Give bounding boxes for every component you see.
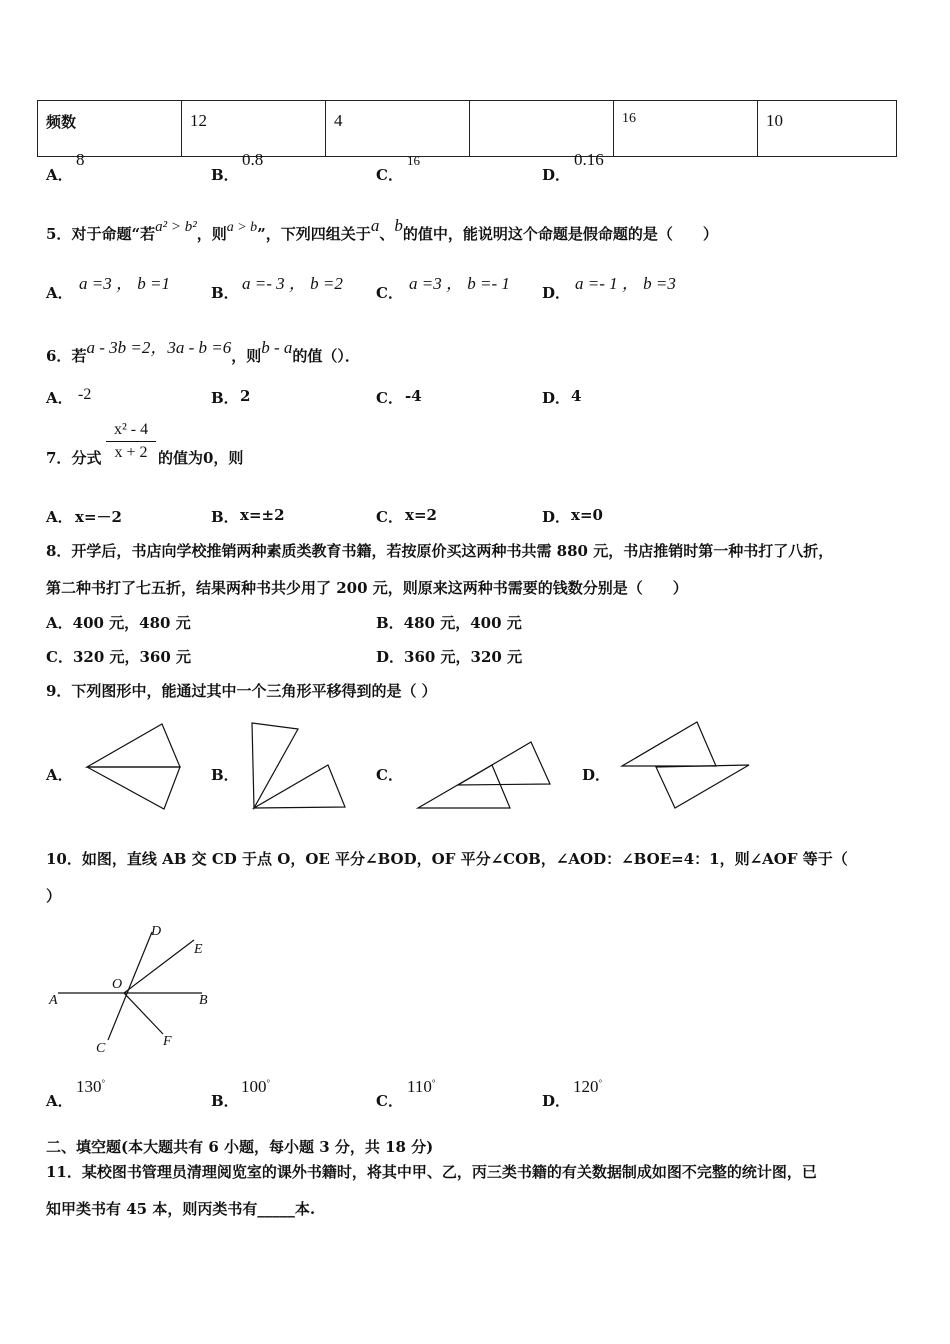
label-c: C (96, 1041, 106, 1056)
section-heading: 二、填空题(本大题共有 6 小题，每小题 3 分，共 18 分) (46, 1138, 434, 1156)
q7-option-d: x=0 (571, 506, 603, 524)
q10-label-a: A． (46, 1092, 73, 1110)
q7-label-d: D． (542, 508, 571, 526)
q5-label-c: C． (376, 284, 403, 302)
q10-option-a-value: 130 (76, 1077, 102, 1096)
q10-label-c: C． (376, 1092, 403, 1110)
q7-label-b: B． (211, 508, 239, 526)
table-cell: 4 (326, 101, 470, 157)
q4-label-b: B． (211, 166, 239, 184)
q8-stem-line2: 第二种书打了七五折，结果两种书共少用了 200 元，则原来这两种书需要的钱数分别是（ ） (46, 579, 688, 597)
label-o: O (112, 977, 123, 992)
q6-equations: a - 3b =2，3a - b =6 (86, 338, 232, 357)
q7-number: 7． (46, 449, 72, 467)
q5-option-d: a =- 1 ， b =3 (575, 274, 676, 293)
q5-text: ”，下列四组关于 (257, 225, 371, 243)
q5-option-a: a =3 ， b =1 (79, 274, 170, 293)
q7-label-c: C． (376, 508, 403, 526)
q9-stem: 9．下列图形中，能通过其中一个三角形平移得到的是（ ） (46, 682, 437, 700)
q5-text: 、 (379, 225, 395, 243)
q10-option-c-value: 110 (407, 1077, 432, 1096)
q5-text: ，则 (196, 225, 227, 243)
q7-option-a: x=－2 (75, 508, 122, 526)
q5-text: 的值中，能说明这个命题是假命题的是（ ） (402, 225, 718, 243)
q11-stem-line2: 知甲类书有 45 本，则丙类书有_____本. (46, 1200, 316, 1218)
table-cell: 12 (182, 101, 326, 157)
label-b: B (199, 993, 208, 1008)
table-header-cell: 频数 (38, 101, 182, 157)
label-f: F (163, 1034, 172, 1049)
var-b: b (394, 216, 403, 235)
q6-text: ，则 (231, 347, 262, 365)
q9-label-c: C． (376, 766, 403, 784)
q8-option-c: C．320 元，360 元 (46, 648, 192, 666)
q11-stem-line1: 11．某校图书管理员清理阅览室的课外书籍时，将其中甲、乙，丙三类书籍的有关数据制成如图不完整的统计图，已 (46, 1163, 817, 1181)
q10-label-d: D． (542, 1092, 571, 1110)
q4-label-c: C． (376, 166, 403, 184)
q10-option-d-value: 120 (573, 1077, 599, 1096)
degree-symbol: ° (598, 1078, 603, 1088)
q5-condition: a² > b² (155, 219, 197, 235)
question-number: 6． (46, 347, 72, 365)
q8-option-b: B．480 元，400 元 (376, 614, 522, 632)
q7-option-c: x=2 (405, 506, 437, 524)
fraction-denominator: x + 2 (114, 444, 148, 461)
q10-label-b: B． (211, 1092, 239, 1110)
q6-text: 的值（）． (292, 347, 360, 365)
fraction-numerator: x² - 4 (106, 421, 156, 442)
q7-label-a: A． (46, 508, 73, 526)
q4-option-a: 8 (76, 150, 85, 169)
q10-stem-line1: 10．如图，直线 AB 交 CD 于点 O，OE 平分∠BOD，OF 平分∠COB，∠AOD：∠BOE=4：1，则∠AOF 等于（ (46, 850, 848, 868)
q10-stem-line2: ） (46, 887, 62, 905)
table-cell: 16 (614, 101, 758, 157)
q6-option-b: 2 (240, 387, 251, 405)
q7-option-b: x=±2 (240, 506, 285, 524)
table-cell: 10 (758, 101, 897, 157)
q5-option-b: a =- 3 ， b =2 (242, 274, 343, 293)
q5-label-a: A． (46, 284, 73, 302)
q4-option-b: 0.8 (242, 150, 264, 169)
q8-stem-line1: 8．开学后，书店向学校推销两种素质类教育书籍，若按原价买这两种书共需 880 元，书店推销时第一种书打了八折， (46, 542, 834, 560)
question-number: 5． (46, 225, 72, 243)
label-e: E (194, 942, 203, 957)
q9-label-d: D． (582, 766, 611, 784)
q5-label-b: B． (211, 284, 239, 302)
q6-expression: b - a (261, 338, 293, 357)
ray-of (124, 993, 163, 1034)
q6-option-c: -4 (405, 387, 422, 405)
q4-label-a: A． (46, 166, 73, 184)
q4-option-c: 16 (407, 153, 420, 168)
label-a: A (49, 993, 58, 1008)
q5-option-c: a =3 ， b =- 1 (409, 274, 510, 293)
q6-label-b: B． (211, 389, 239, 407)
label-d: D (151, 924, 162, 939)
degree-symbol: ° (101, 1078, 106, 1088)
q10-option-c (407, 1077, 435, 1097)
q6-text: 若 (71, 347, 87, 365)
q6-label-c: C． (376, 389, 403, 407)
q10-option-b (241, 1077, 270, 1097)
q5-text: 对于命题“若 (71, 225, 156, 243)
q5-conclusion: a > b (226, 220, 258, 235)
q9-label-b: B． (211, 766, 239, 784)
q4-option-d: 0.16 (574, 150, 604, 169)
q10-option-a (76, 1077, 105, 1097)
q10-option-d (573, 1077, 602, 1097)
q7-text-after: 的值为0，则 (158, 449, 244, 467)
q8-option-d: D．360 元，320 元 (376, 648, 523, 666)
var-a: a (370, 216, 380, 235)
q5-label-d: D． (542, 284, 571, 302)
q6-option-a: -2 (78, 386, 92, 403)
q6-label-d: D． (542, 389, 571, 407)
q9-label-a: A． (46, 766, 73, 784)
degree-symbol: ° (266, 1078, 271, 1088)
q4-label-d: D． (542, 166, 571, 184)
q6-option-d: 4 (571, 387, 582, 405)
degree-symbol: ° (431, 1078, 436, 1088)
ray-oe (124, 940, 194, 993)
q10-option-b-value: 100 (241, 1077, 267, 1096)
q7-text: 分式 (71, 449, 102, 467)
q8-option-a: A．400 元，480 元 (46, 614, 191, 632)
q6-label-a: A． (46, 389, 73, 407)
